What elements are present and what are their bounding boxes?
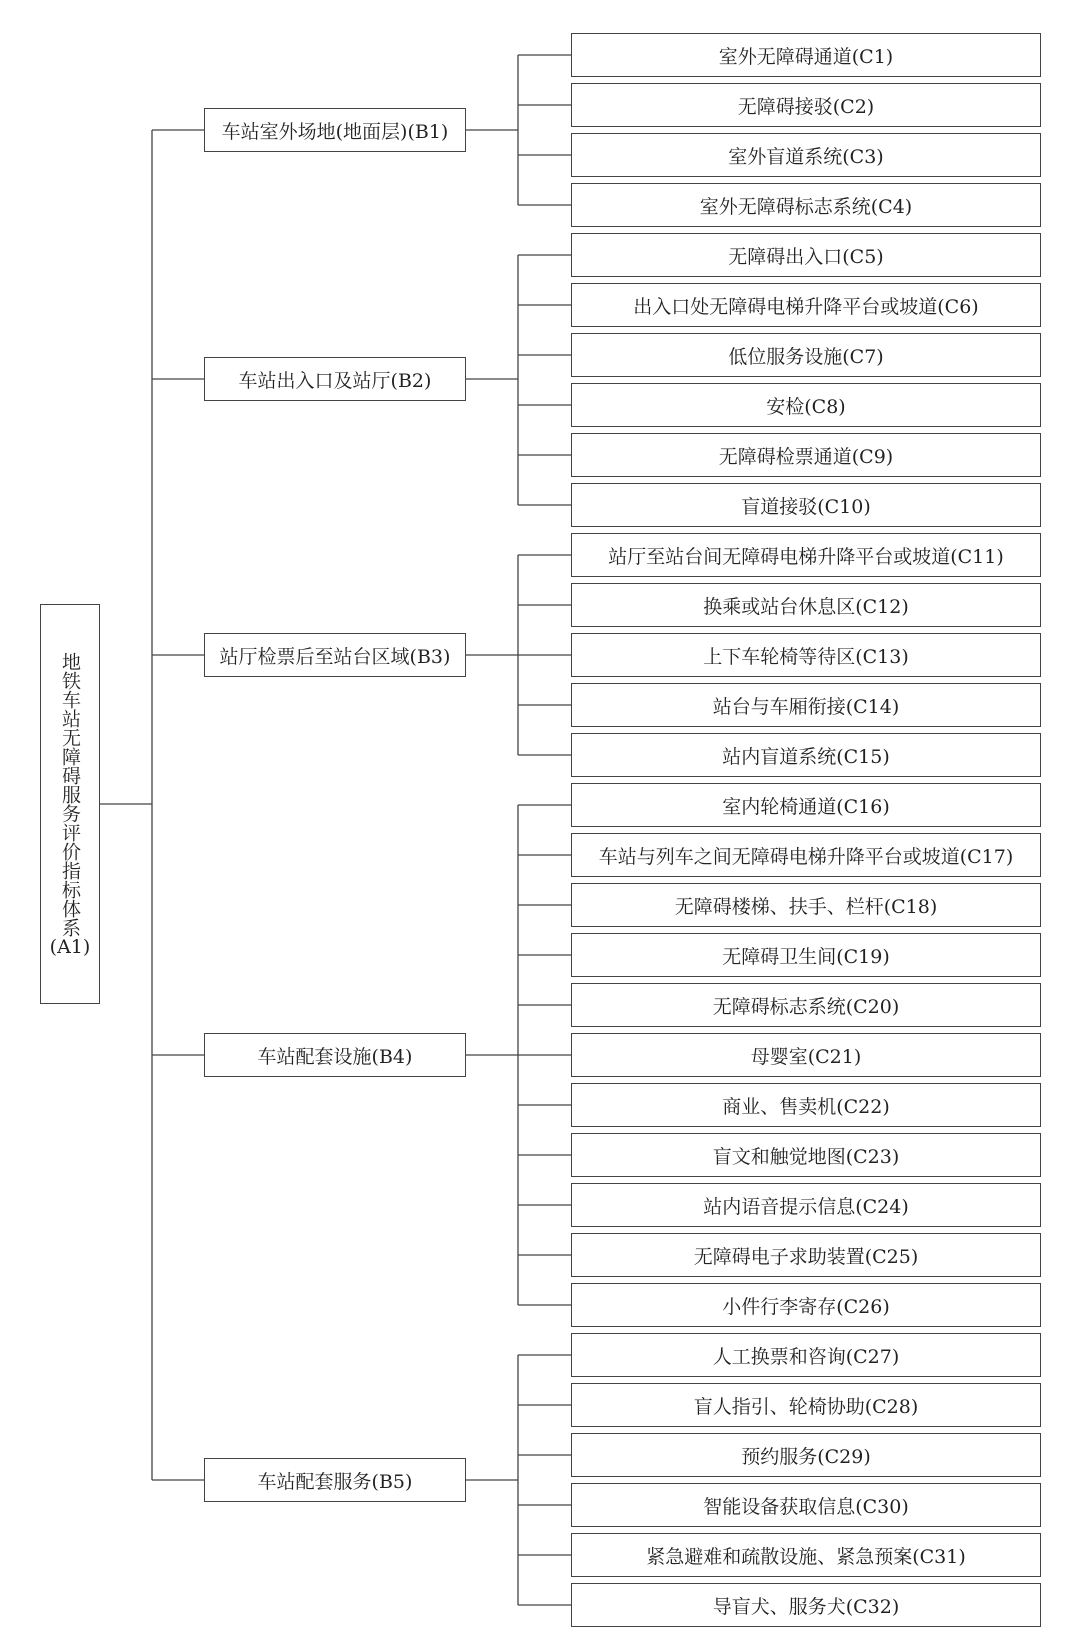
indicator-node: 低位服务设施(C7) bbox=[571, 333, 1041, 377]
indicator-node: 母婴室(C21) bbox=[571, 1033, 1041, 1077]
root-node-label: 地铁车站无障碍服务评价指标体系 bbox=[59, 651, 81, 937]
indicator-node: 商业、售卖机(C22) bbox=[571, 1083, 1041, 1127]
indicator-node: 无障碍电子求助装置(C25) bbox=[571, 1233, 1041, 1277]
indicator-node: 无障碍检票通道(C9) bbox=[571, 433, 1041, 477]
indicator-node: 出入口处无障碍电梯升降平台或坡道(C6) bbox=[571, 283, 1041, 327]
indicator-node: 站台与车厢衔接(C14) bbox=[571, 683, 1041, 727]
indicator-node: 无障碍卫生间(C19) bbox=[571, 933, 1041, 977]
category-node-b1: 车站室外场地(地面层)(B1) bbox=[204, 108, 466, 152]
indicator-node: 上下车轮椅等待区(C13) bbox=[571, 633, 1041, 677]
indicator-node: 室内轮椅通道(C16) bbox=[571, 783, 1041, 827]
indicator-node: 站内语音提示信息(C24) bbox=[571, 1183, 1041, 1227]
indicator-node: 紧急避难和疏散设施、紧急预案(C31) bbox=[571, 1533, 1041, 1577]
root-node-code: (A1) bbox=[49, 935, 91, 958]
indicator-node: 人工换票和咨询(C27) bbox=[571, 1333, 1041, 1377]
indicator-node: 无障碍楼梯、扶手、栏杆(C18) bbox=[571, 883, 1041, 927]
indicator-node: 车站与列车之间无障碍电梯升降平台或坡道(C17) bbox=[571, 833, 1041, 877]
indicator-node: 无障碍接驳(C2) bbox=[571, 83, 1041, 127]
indicator-node: 盲道接驳(C10) bbox=[571, 483, 1041, 527]
indicator-node: 室外无障碍通道(C1) bbox=[571, 33, 1041, 77]
category-node-b3: 站厅检票后至站台区域(B3) bbox=[204, 633, 466, 677]
indicator-node: 站内盲道系统(C15) bbox=[571, 733, 1041, 777]
indicator-node: 导盲犬、服务犬(C32) bbox=[571, 1583, 1041, 1627]
indicator-node: 盲文和触觉地图(C23) bbox=[571, 1133, 1041, 1177]
category-node-b4: 车站配套设施(B4) bbox=[204, 1033, 466, 1077]
indicator-node: 安检(C8) bbox=[571, 383, 1041, 427]
indicator-node: 无障碍标志系统(C20) bbox=[571, 983, 1041, 1027]
indicator-node: 盲人指引、轮椅协助(C28) bbox=[571, 1383, 1041, 1427]
indicator-node: 室外无障碍标志系统(C4) bbox=[571, 183, 1041, 227]
category-node-b5: 车站配套服务(B5) bbox=[204, 1458, 466, 1502]
indicator-node: 小件行李寄存(C26) bbox=[571, 1283, 1041, 1327]
indicator-node: 室外盲道系统(C3) bbox=[571, 133, 1041, 177]
indicator-node: 站厅至站台间无障碍电梯升降平台或坡道(C11) bbox=[571, 533, 1041, 577]
category-node-b2: 车站出入口及站厅(B2) bbox=[204, 357, 466, 401]
indicator-node: 预约服务(C29) bbox=[571, 1433, 1041, 1477]
indicator-node: 智能设备获取信息(C30) bbox=[571, 1483, 1041, 1527]
indicator-node: 换乘或站台休息区(C12) bbox=[571, 583, 1041, 627]
indicator-node: 无障碍出入口(C5) bbox=[571, 233, 1041, 277]
root-node-a1 bbox=[40, 604, 100, 1004]
